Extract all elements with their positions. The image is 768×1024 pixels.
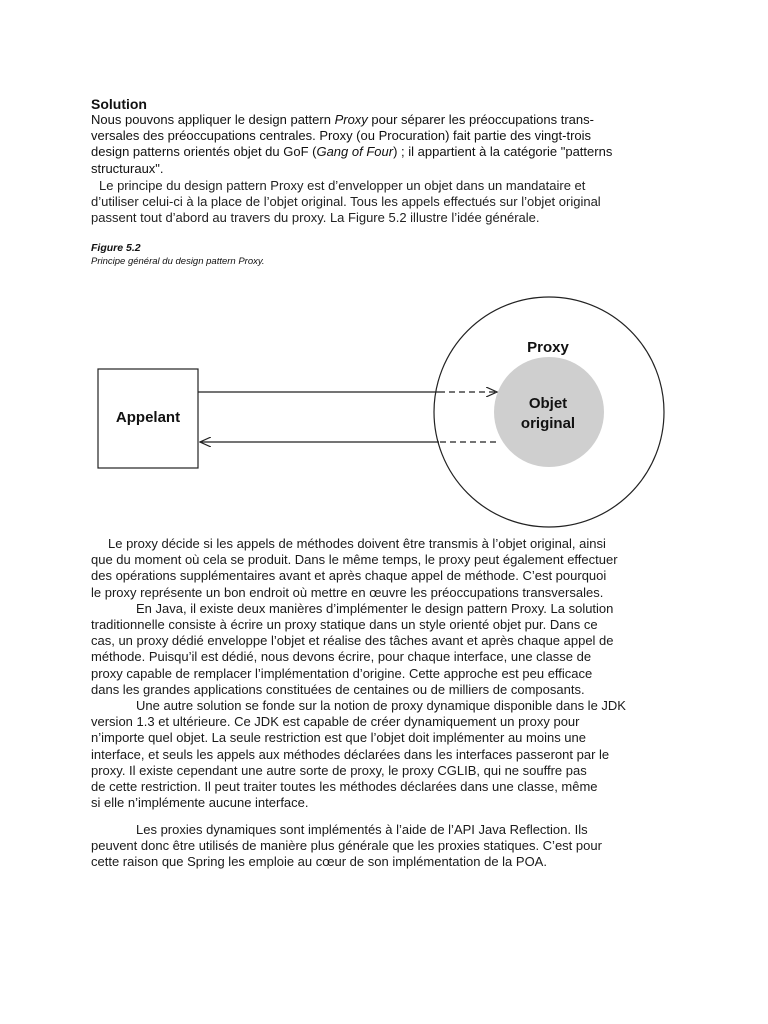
body-line: interface, et seuls les appels aux méthodes déclarées dans les interfaces passeront par le xyxy=(91,746,610,762)
principle-line: passent tout d’abord au travers du proxy. La Figure 5.2 illustre l’idée générale. xyxy=(91,210,540,226)
object-label-line2: original xyxy=(520,415,576,432)
body-line: si elle n’implémente aucune interface. xyxy=(91,795,309,811)
principle-paragraph xyxy=(91,178,691,227)
body-line: En Java, il existe deux manières d’implémenter le design pattern Proxy. La solution xyxy=(136,600,614,616)
body-line: proxy capable de remplacer l’implémentation d’origine. Cette approche est peu efficace xyxy=(91,665,593,681)
closing-paragraph xyxy=(91,822,691,871)
body-text xyxy=(91,536,691,811)
intro-line: Nous pouvons appliquer le design pattern Proxy pour séparer les préoccupations trans- xyxy=(91,112,594,127)
body-line: Une autre solution se fonde sur la notion de proxy dynamique disponible dans le JDK xyxy=(136,698,626,714)
original-object-circle xyxy=(494,357,604,467)
body-line: que du moment où cela se produit. Dans le même temps, le proxy peut également effectuer xyxy=(91,552,618,568)
body-line: peuvent donc être utilisés de manière plus générale que les proxies statiques. C’est pour xyxy=(91,838,602,854)
intro-line: design patterns orientés objet du GoF (Gang of Four) ; il appartient à la catégorie "patterns xyxy=(91,144,613,160)
intro-paragraph xyxy=(91,112,691,177)
section-heading: Solution xyxy=(91,96,147,112)
figure-title: Figure 5.2 xyxy=(91,242,141,254)
body-line: le proxy représente un bon endroit où mettre en œuvre les préoccupations transversales. xyxy=(91,584,604,600)
body-line: traditionnelle consiste à écrire un proxy statique dans un style orienté objet pur. Dans ce xyxy=(91,617,598,633)
principle-line: d’utiliser celui-ci à la place de l’objet original. Tous les appels effectués sur l’objet original xyxy=(91,194,601,210)
body-line: n’importe quel objet. La seule restriction est que l’objet doit implémenter au moins une xyxy=(91,730,586,746)
body-line: Le proxy décide si les appels de méthodes doivent être transmis à l’objet original, ainsi xyxy=(108,536,606,551)
body-line: proxy. Il existe cependant une autre sorte de proxy, le proxy CGLIB, qui ne souffre pas xyxy=(91,762,587,778)
proxy-diagram xyxy=(0,280,768,530)
body-line: dans les grandes applications constituées de centaines ou de milliers de composants. xyxy=(91,681,585,697)
body-line: de cette restriction. Il peut traiter toutes les méthodes déclarées dans une classe, même xyxy=(91,779,598,795)
intro-line: structuraux". xyxy=(91,160,164,176)
intro-line: versales des préoccupations centrales. Proxy (ou Procuration) fait partie des vingt-trois xyxy=(91,128,592,144)
body-line: cas, un proxy dédié enveloppe l’objet et réalise des tâches avant et après chaque appel de xyxy=(91,633,614,649)
body-line: cette raison que Spring les emploie au cœur de son implémentation de la POA. xyxy=(91,854,547,870)
object-label-line1: Objet xyxy=(528,395,568,412)
body-line: Les proxies dynamiques sont implémentés à l’aide de l’API Java Reflection. Ils xyxy=(136,822,588,837)
caller-label: Appelant xyxy=(115,409,181,426)
figure-caption: Principe général du design pattern Proxy. xyxy=(91,256,265,267)
body-line: méthode. Puisqu’il est dédié, nous devons écrire, pour chaque interface, une classe de xyxy=(91,649,592,665)
body-line: version 1.3 et ultérieure. Ce JDK est capable de créer dynamiquement un proxy pour xyxy=(91,714,580,730)
principle-line: Le principe du design pattern Proxy est d’envelopper un objet dans un mandataire et xyxy=(99,178,586,193)
body-line: des opérations supplémentaires avant et après chaque appel de méthode. C’est pourquoi xyxy=(91,568,607,584)
proxy-label: Proxy xyxy=(527,339,569,356)
